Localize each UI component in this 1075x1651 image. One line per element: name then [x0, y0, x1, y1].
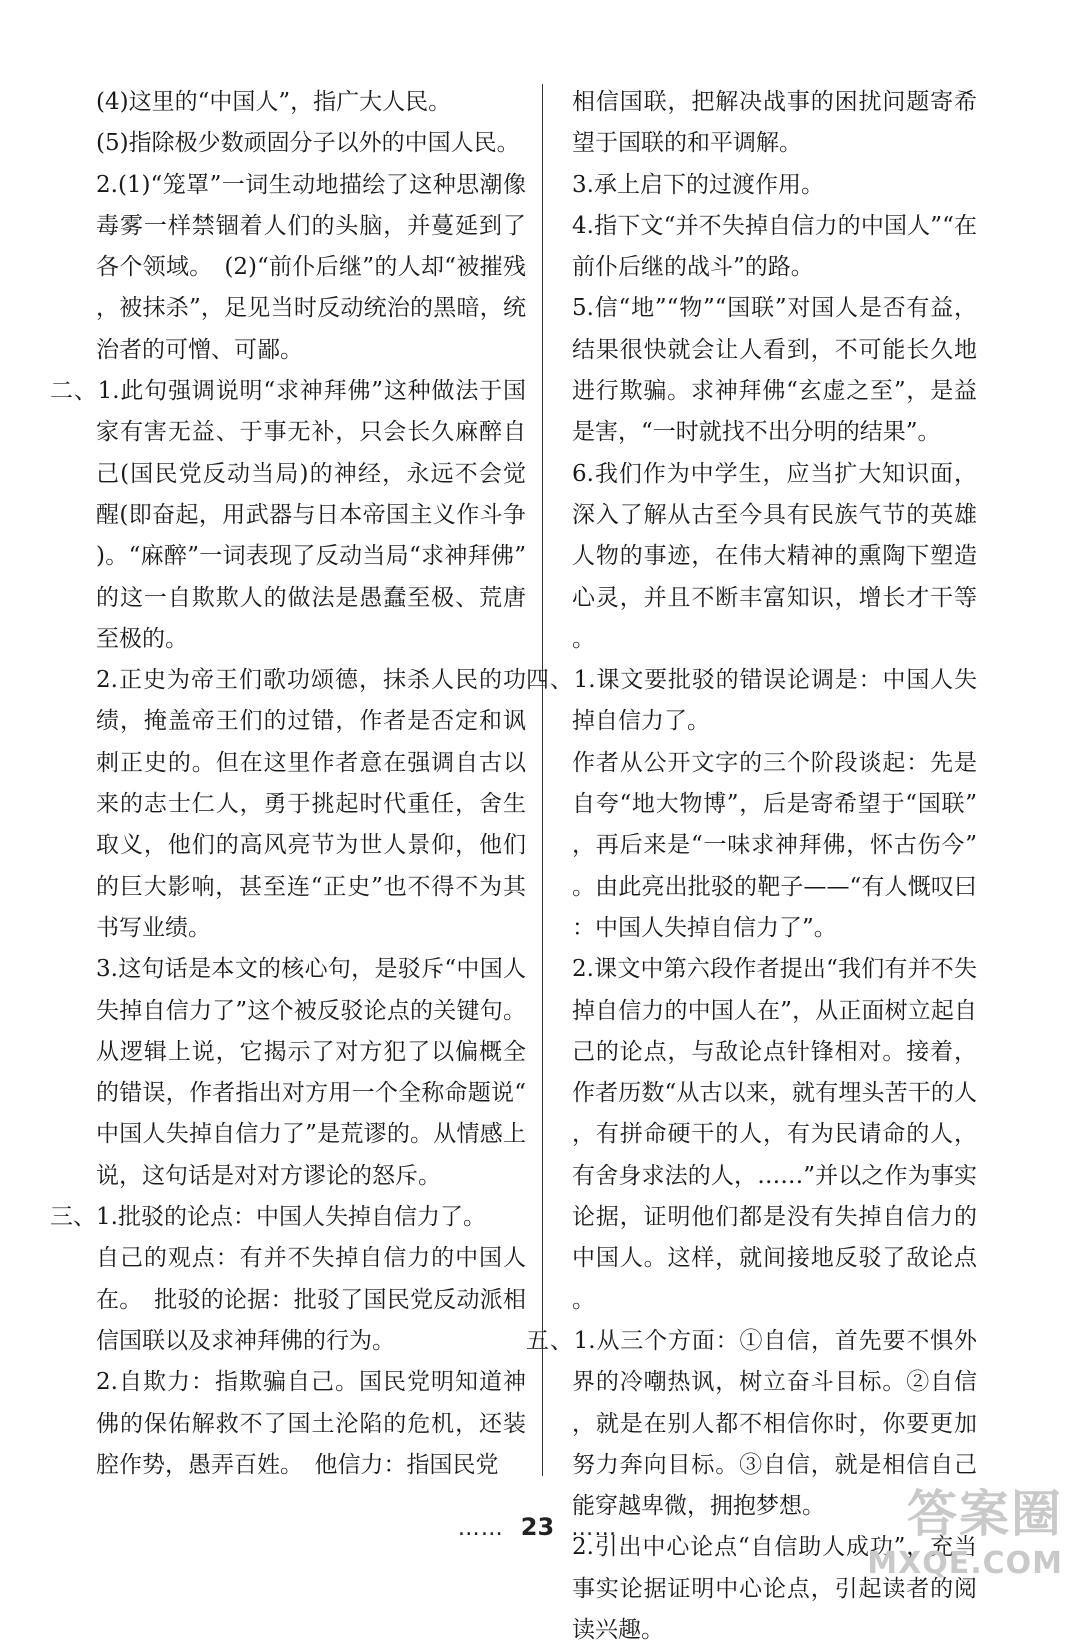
answer-paragraph: 6.我们作为中学生，应当扩大知识面，深入了解从古至今具有民族气节的英雄人物的事迹，在伟大精神的熏陶下塑造心灵，并且不断丰富知识，增长才干等。	[572, 460, 977, 652]
watermark-text: MXQE.COM	[867, 1546, 1063, 1581]
answer-paragraph: 4.指下文“并不失掉自信力的中国人”“在前仆后继的战斗”的路。	[572, 212, 977, 281]
column-divider	[542, 84, 543, 1476]
answer-paragraph: 二、1.此句强调说明“求神拜佛”这种做法于国家有害无益、于事无补，只会长久麻醉自己(国民党反动当局)的神经，永远不会觉醒(即奋起，用武器与日本帝国主义作斗争)。“麻醉”一词表现了反动当局“求神拜佛”的这一自欺欺人的做法是愚蠢至极、荒唐至极的。	[50, 378, 526, 652]
footer-dots-left: ……	[457, 1516, 504, 1541]
answer-paragraph: 2.自欺力：指欺骗自己。国民党明知道神佛的保佑解救不了国土沦陷的危机，还装腔作势，愚弄百姓。 他信力：指国民党	[96, 1369, 526, 1478]
answer-paragraph: 三、1.批驳的论点：中国人失掉自信力了。	[50, 1204, 486, 1231]
watermark-logo	[863, 1482, 1063, 1592]
answer-paragraph: 5.信“地”“物”“国联”对国人是否有益，结果很快就会让人看到，不可能长久地进行欺骗。求神拜佛“玄虚之至”，是益是害，“一时就找不出分明的结果”。	[572, 295, 977, 446]
watermark-mark: 答案圈	[907, 1485, 1063, 1543]
answer-paragraph: 2.正史为帝王们歌功颂德，抹杀人民的功绩，掩盖帝王们的过错，作者是否定和讽刺正史的。但在这里作者意在强调自古以来的志士仁人，勇于挑起时代重任，舍生取义，他们的高风亮节为世人景仰，他们的巨大影响，甚至连“正史”也不得不为其书写业绩。	[96, 667, 526, 941]
answer-paragraph: 3.这句话是本文的核心句，是驳斥“中国人失掉自信力了”这个被反驳论点的关键句。从逻辑上说，它揭示了对方犯了以偏概全的错误，作者指出对方用一个全称命题说“中国人失掉自信力了”是荒谬的。从情感上说，这句话是对对方谬论的怒斥。	[96, 956, 526, 1189]
answer-paragraph: (5)指除极少数顽固分子以外的中国人民。	[96, 130, 520, 157]
answer-paragraph: 2.(1)“笼罩”一词生动地描绘了这种思潮像毒雾一样禁锢着人们的头脑，并蔓延到了各个领域。 (2)“前仆后继”的人却“被摧残，被抹杀”，足见当时反动统治的黑暗，统治者的可憎、可鄙。	[96, 171, 526, 363]
answer-paragraph: 自己的观点：有并不失掉自信力的中国人在。 批驳的论据：批驳了国民党反动派相信国联以及求神拜佛的行为。	[96, 1245, 526, 1354]
answer-paragraph: 2.课文中第六段作者提出“我们有并不失掉自信力的中国人在”，从正面树立起自己的论点，与敌论点针锋相对。接着，作者历数“从古以来，就有埋头苦干的人，有拼命硬干的人，有为民请命的人，有舍身求法的人，……”并以之作为事实论据，证明他们都是没有失掉自信力的中国人。这样，就间接地反驳了敌论点。	[572, 956, 977, 1313]
answer-paragraph: 相信国联，把解决战事的困扰问题寄希望于国联的和平调解。	[572, 89, 977, 157]
answer-paragraph: 3.承上启下的过渡作用。	[572, 171, 824, 198]
answer-paragraph: 作者从公开文字的三个阶段谈起：先是自夸“地大物博”，后是寄希望于“国联”，再后来是“一味求神拜佛，怀古伤今”。由此亮出批驳的靶子——“有人慨叹曰：中国人失掉自信力了”。	[572, 749, 977, 941]
answer-paragraph: 五、1.从三个方面：①自信，首先要不惧外界的冷嘲热讽，树立奋斗目标。②自信，就是在别人都不相信你时，你要更加努力奔向目标。③自信，就是相信自己能穿越卑微，拥抱梦想。	[526, 1327, 977, 1520]
footer-dots-right: ……	[571, 1516, 618, 1541]
answer-paragraph: 四、1.课文要批驳的错误论调是：中国人失掉自信力了。	[526, 667, 977, 735]
answer-paragraph: 2.引出中心论点“自信助人成功”，充当事实论据证明中心论点，引起读者的阅读兴趣。	[572, 1534, 977, 1643]
answer-paragraph: (4)这里的“中国人”，指广大人民。	[96, 89, 452, 115]
page-number: 23	[520, 1513, 555, 1541]
left-column	[50, 82, 526, 1486]
